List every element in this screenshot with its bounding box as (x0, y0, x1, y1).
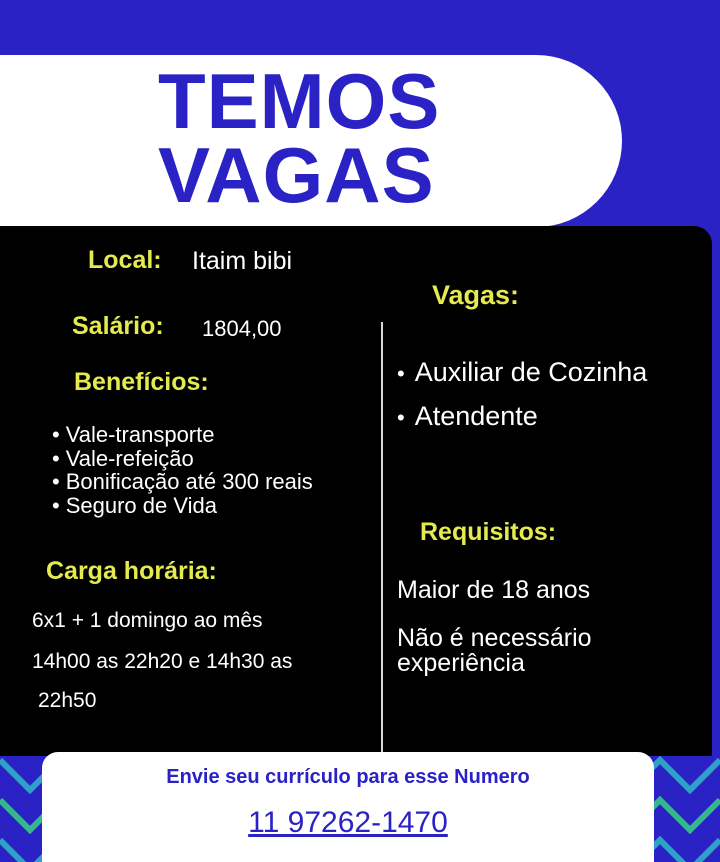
list-item: • Vale-refeição (52, 447, 313, 471)
carga-line-3: 22h50 (38, 689, 97, 712)
list-item: • Seguro de Vida (52, 494, 313, 518)
list-item: • Vale-transporte (52, 423, 313, 447)
beneficios-heading: Benefícios: (74, 368, 209, 396)
carga-line-2: 14h00 as 22h20 e 14h30 as (32, 650, 293, 673)
salario-label: Salário: (72, 312, 164, 340)
column-divider (381, 322, 383, 754)
contact-box (42, 752, 654, 862)
title-line-1: TEMOS (158, 57, 441, 145)
list-item: • Bonificação até 300 reais (52, 470, 313, 494)
phone-link[interactable]: 11 97262-1470 (248, 806, 448, 839)
local-label: Local: (88, 246, 162, 274)
carga-line-1: 6x1 + 1 domingo ao mês (32, 609, 263, 632)
requisitos-heading: Requisitos: (420, 518, 557, 546)
local-value: Itaim bibi (192, 247, 293, 275)
requisito-2-line-2: experiência (397, 649, 525, 677)
requisito-1: Maior de 18 anos (397, 576, 591, 604)
requisito-2-line-1: Não é necessário (397, 624, 592, 652)
vagas-heading: Vagas: (432, 280, 520, 310)
beneficios-list (52, 423, 313, 517)
carga-heading: Carga horária: (46, 557, 217, 585)
vagas-list (397, 351, 647, 439)
list-item: • Auxiliar de Cozinha (397, 351, 647, 395)
salario-value: 1804,00 (202, 316, 282, 341)
list-item: • Atendente (397, 395, 647, 439)
title-line-2: VAGAS (158, 131, 435, 219)
contact-text: Envie seu currículo para esse Numero (166, 766, 530, 788)
